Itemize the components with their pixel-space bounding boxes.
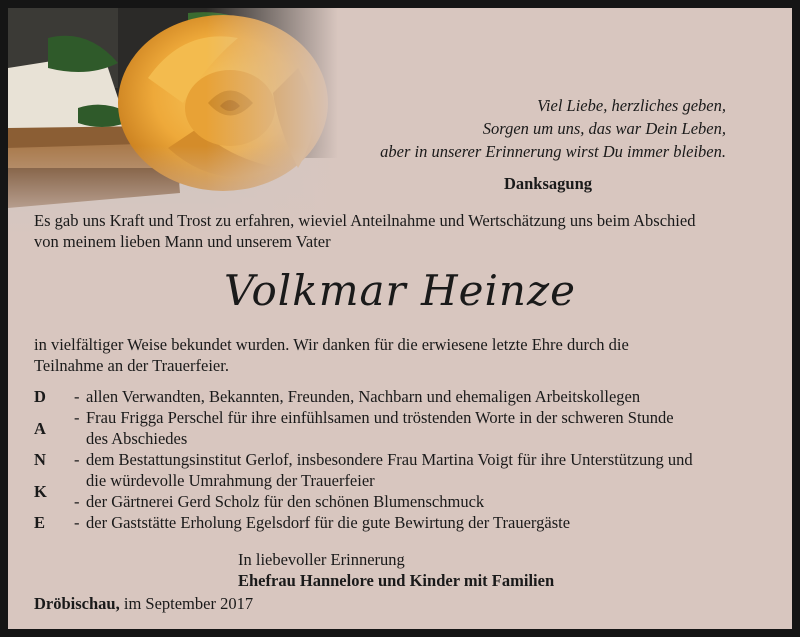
intro-line: Es gab uns Kraft und Trost zu erfahren, wieviel Anteilnahme und Wertschätzung uns beim Abschied: [34, 211, 696, 230]
list-item-text: der Gaststätte Erholung Egelsdorf für die gute Bewirtung der Trauergäste: [86, 513, 571, 532]
list-item: [74, 491, 784, 512]
list-item: [74, 449, 784, 491]
list-dash: -: [74, 492, 80, 511]
place-date: im September 2017: [123, 594, 254, 613]
intro-line: von meinem lieben Mann und unserem Vater: [34, 232, 331, 251]
intro-paragraph: [34, 210, 784, 252]
danke-letter: K: [34, 481, 47, 501]
danke-letter: E: [34, 513, 46, 532]
thanks-paragraph: [34, 334, 784, 376]
deceased-name: Volkmar Heinze: [224, 266, 576, 315]
place-town: Dröbischau,: [34, 594, 120, 613]
thanks-line: in vielfältiger Weise bekundet wurden. Wir danken für die erwiesene letzte Ehre durch die: [34, 335, 629, 354]
closing-signature: [238, 549, 554, 591]
danke-letter: D: [34, 387, 46, 406]
list-item-text: dem Bestattungsinstitut Gerlof, insbesondere Frau Martina Voigt für ihre Unterstützung und: [86, 450, 693, 469]
danksagung-heading: Danksagung: [503, 174, 593, 193]
place-and-date: [34, 594, 253, 614]
list-dash: -: [74, 513, 80, 532]
thanks-line: Teilnahme an der Trauerfeier.: [34, 356, 229, 375]
poem-line: Sorgen um uns, das war Dein Leben,: [482, 119, 726, 138]
list-item-text: Frau Frigga Perschel für ihre einfühlsamen und tröstenden Worte in der schweren Stunde: [86, 408, 674, 427]
closing-line: In liebevoller Erinnerung: [238, 550, 405, 569]
list-item-text: die würdevolle Umrahmung der Trauerfeier: [86, 471, 375, 490]
list-dash: -: [74, 450, 80, 469]
list-dash: -: [74, 387, 80, 406]
list-item-text: des Abschiedes: [86, 429, 188, 448]
danke-letter: N: [34, 450, 46, 469]
danke-acrostic: [34, 386, 54, 544]
poem-line: Viel Liebe, herzliches geben,: [537, 96, 726, 115]
list-item: [74, 512, 784, 533]
family-signature: Ehefrau Hannelore und Kinder mit Familien: [238, 571, 555, 590]
list-item-text: der Gärtnerei Gerd Scholz für den schönen Blumenschmuck: [86, 492, 485, 511]
poem: [306, 94, 726, 163]
yellow-rose-on-book-image: [8, 8, 338, 238]
poem-line: aber in unserer Erinnerung wirst Du immer bleiben.: [380, 142, 726, 161]
list-dash: -: [74, 408, 80, 427]
danke-letter: A: [34, 418, 46, 438]
thanks-list: [74, 386, 784, 533]
list-item: [74, 386, 784, 407]
list-item-text: allen Verwandten, Bekannten, Freunden, Nachbarn und ehemaligen Arbeitskollegen: [86, 387, 641, 406]
list-item: [74, 407, 784, 449]
